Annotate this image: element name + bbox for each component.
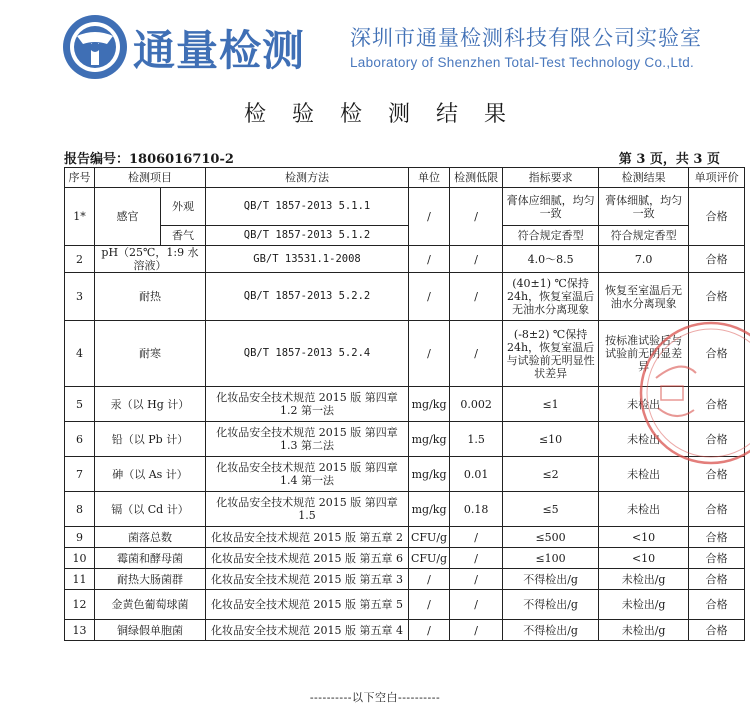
table-row	[65, 527, 745, 548]
row-number: 3	[65, 273, 95, 321]
evaluation: 合格	[689, 422, 745, 457]
table-row	[65, 387, 745, 422]
unit: CFU/g	[409, 527, 450, 548]
evaluation: 合格	[689, 492, 745, 527]
test-item: 汞（以 Hg 计）	[95, 387, 206, 422]
detection-limit: 0.002	[450, 387, 503, 422]
row-number: 11	[65, 569, 95, 590]
unit: /	[409, 321, 450, 387]
result: 未检出/g	[599, 590, 689, 620]
test-method: 化妆品安全技术规范 2015 版 第五章 4	[206, 620, 409, 641]
unit: mg/kg	[409, 422, 450, 457]
evaluation: 合格	[689, 527, 745, 548]
test-item: 耐热	[95, 273, 206, 321]
test-method: 化妆品安全技术规范 2015 版 第五章 5	[206, 590, 409, 620]
test-method: 化妆品安全技术规范 2015 版 第四章 1.4 第一法	[206, 457, 409, 492]
unit: /	[409, 188, 450, 246]
evaluation: 合格	[689, 569, 745, 590]
detection-limit: /	[450, 321, 503, 387]
report-number: 报告编号：1806016710-2	[64, 152, 234, 167]
company-logo-icon	[62, 14, 128, 80]
unit: /	[409, 590, 450, 620]
requirement: 不得检出/g	[503, 569, 599, 590]
item-group: 感官	[95, 188, 161, 246]
row-number: 10	[65, 548, 95, 569]
requirement: 符合规定香型	[503, 226, 599, 246]
requirement: (40±1) ℃保持24h，恢复室温后无油水分离现象	[503, 273, 599, 321]
evaluation: 合格	[689, 387, 745, 422]
result: 未检出	[599, 387, 689, 422]
sub-item: 外观	[161, 188, 206, 226]
unit: /	[409, 569, 450, 590]
header-cell: 单位	[409, 168, 450, 188]
result: 按标准试验后与试验前无明显差异	[599, 321, 689, 387]
row-number: 9	[65, 527, 95, 548]
table-row	[65, 620, 745, 641]
requirement: 不得检出/g	[503, 590, 599, 620]
test-method: 化妆品安全技术规范 2015 版 第四章 1.5	[206, 492, 409, 527]
result: <10	[599, 548, 689, 569]
result: 7.0	[599, 246, 689, 273]
row-number: 1*	[65, 188, 95, 246]
logo-wordmark: 通量检测	[133, 26, 306, 75]
row-number: 13	[65, 620, 95, 641]
test-method: QB/T 1857-2013 5.2.4	[206, 321, 409, 387]
lab-name-english: Laboratory of Shenzhen Total-Test Technology Co.,Ltd.	[350, 55, 695, 70]
document-title: 检验检测结果	[243, 102, 532, 127]
detection-limit: /	[450, 273, 503, 321]
test-item: 砷（以 As 计）	[95, 457, 206, 492]
test-item: 金黄色葡萄球菌	[95, 590, 206, 620]
evaluation: 合格	[689, 188, 745, 246]
table-row	[65, 273, 745, 321]
row-number: 2	[65, 246, 95, 273]
report-header	[0, 0, 750, 95]
header-cell: 序号	[65, 168, 95, 188]
table-row	[65, 569, 745, 590]
unit: /	[409, 620, 450, 641]
test-item: 耐热大肠菌群	[95, 569, 206, 590]
page-indicator: 第 3 页，共 3 页	[618, 152, 720, 167]
evaluation: 合格	[689, 246, 745, 273]
end-of-content-note: ----------以下空白----------	[309, 691, 441, 704]
table-body	[65, 246, 745, 641]
result: 恢复至室温后无油水分离现象	[599, 273, 689, 321]
table-row	[65, 590, 745, 620]
test-method: QB/T 1857-2013 5.2.2	[206, 273, 409, 321]
requirement: ≤1	[503, 387, 599, 422]
test-method: 化妆品安全技术规范 2015 版 第五章 6	[206, 548, 409, 569]
detection-limit: 0.01	[450, 457, 503, 492]
unit: mg/kg	[409, 492, 450, 527]
detection-limit: /	[450, 569, 503, 590]
result: <10	[599, 527, 689, 548]
header-cell: 检测方法	[206, 168, 409, 188]
test-item: 铜绿假单胞菌	[95, 620, 206, 641]
detection-limit: /	[450, 188, 503, 246]
test-item: 耐寒	[95, 321, 206, 387]
detection-limit: /	[450, 590, 503, 620]
row-number: 8	[65, 492, 95, 527]
test-method: 化妆品安全技术规范 2015 版 第四章 1.2 第一法	[206, 387, 409, 422]
detection-limit: /	[450, 246, 503, 273]
table-row	[65, 457, 745, 492]
test-item: 镉（以 Cd 计）	[95, 492, 206, 527]
table-row	[65, 246, 745, 273]
requirement: 4.0～8.5	[503, 246, 599, 273]
detection-limit: /	[450, 527, 503, 548]
unit: /	[409, 246, 450, 273]
table-row	[65, 422, 745, 457]
unit: mg/kg	[409, 457, 450, 492]
test-method: QB/T 1857-2013 5.1.2	[206, 226, 409, 246]
result: 符合规定香型	[599, 226, 689, 246]
row-number: 5	[65, 387, 95, 422]
row-number: 6	[65, 422, 95, 457]
result: 未检出/g	[599, 620, 689, 641]
header-cell: 指标要求	[503, 168, 599, 188]
results-table	[64, 167, 745, 641]
test-item: 霉菌和酵母菌	[95, 548, 206, 569]
test-method: GB/T 13531.1-2008	[206, 246, 409, 273]
evaluation: 合格	[689, 273, 745, 321]
sub-item: 香气	[161, 226, 206, 246]
row-number: 7	[65, 457, 95, 492]
header-cell: 检测低限	[450, 168, 503, 188]
test-method: 化妆品安全技术规范 2015 版 第四章 1.3 第二法	[206, 422, 409, 457]
test-method: 化妆品安全技术规范 2015 版 第五章 2	[206, 527, 409, 548]
row-number: 4	[65, 321, 95, 387]
table-row	[65, 321, 745, 387]
evaluation: 合格	[689, 457, 745, 492]
table-row	[65, 492, 745, 527]
requirement: ≤2	[503, 457, 599, 492]
result: 未检出	[599, 492, 689, 527]
evaluation: 合格	[689, 548, 745, 569]
test-item: 菌落总数	[95, 527, 206, 548]
requirement: (-8±2) ℃保持24h，恢复室温后与试验前无明显性状差异	[503, 321, 599, 387]
test-item: 铅（以 Pb 计）	[95, 422, 206, 457]
unit: /	[409, 273, 450, 321]
evaluation: 合格	[689, 321, 745, 387]
result: 未检出	[599, 422, 689, 457]
test-method: 化妆品安全技术规范 2015 版 第五章 3	[206, 569, 409, 590]
header-cell: 单项评价	[689, 168, 745, 188]
detection-limit: 0.18	[450, 492, 503, 527]
evaluation: 合格	[689, 620, 745, 641]
table-header-row	[65, 168, 745, 188]
unit: mg/kg	[409, 387, 450, 422]
requirement: ≤100	[503, 548, 599, 569]
table-row	[65, 226, 745, 246]
detection-limit: 1.5	[450, 422, 503, 457]
header-cell: 检测结果	[599, 168, 689, 188]
test-item: pH（25℃，1:9 水溶液）	[95, 246, 206, 273]
result: 未检出	[599, 457, 689, 492]
requirement: ≤500	[503, 527, 599, 548]
requirement: ≤10	[503, 422, 599, 457]
table-row	[65, 548, 745, 569]
result: 未检出/g	[599, 569, 689, 590]
lab-name-chinese: 深圳市通量检测科技有限公司实验室	[350, 26, 702, 50]
result: 膏体细腻，均匀一致	[599, 188, 689, 226]
evaluation: 合格	[689, 590, 745, 620]
table-row	[65, 188, 745, 226]
detection-limit: /	[450, 548, 503, 569]
unit: CFU/g	[409, 548, 450, 569]
test-method: QB/T 1857-2013 5.1.1	[206, 188, 409, 226]
header-cell: 检测项目	[95, 168, 206, 188]
detection-limit: /	[450, 620, 503, 641]
requirement: 不得检出/g	[503, 620, 599, 641]
requirement: ≤5	[503, 492, 599, 527]
requirement: 膏体应细腻，均匀一致	[503, 188, 599, 226]
row-number: 12	[65, 590, 95, 620]
